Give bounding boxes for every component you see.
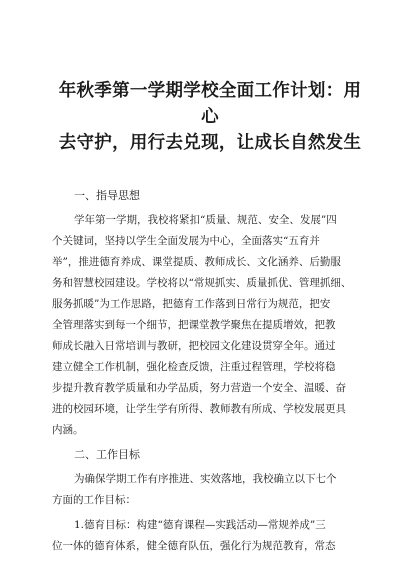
- paragraph-line: 务和智慧校园建设。学校将以“常规抓实、质量抓优、管理抓细、: [52, 277, 352, 289]
- paragraph-line: 1.德育目标：构建“德育课程—实践活动—常规养成”三: [74, 519, 326, 531]
- paragraph-line: 师成长融入日常培训与教研，把校园文化建设贯穿全年。通过: [52, 340, 336, 352]
- title-line-1: 年秋季第一学期学校全面工作计划：用心: [58, 81, 362, 127]
- paragraph-line: 进的校园环境，让学生学有所得、教师教有所成、学校发展更具: [52, 403, 346, 415]
- paragraph-line: 学年第一学期，我校将紧扣“质量、规范、安全、发展”四: [74, 214, 337, 226]
- document-title: [52, 78, 368, 156]
- title-line-2: 去守护，用行去兑现，让成长自然发生: [58, 133, 362, 153]
- paragraph-line: 步提升教育教学质量和办学品质，努力营造一个安全、温暖、奋: [52, 382, 346, 394]
- paragraph-line: 内涵。: [52, 424, 84, 436]
- paragraph-line: 举”，推进德育养成、课堂提质、教师成长、文化涵养、后勤服: [52, 256, 341, 268]
- paragraph-line: 为确保学期工作有序推进、实效落地，我校确立以下七个: [74, 473, 337, 485]
- paragraph-line: 建立健全工作机制，强化检查反馈，注重过程管理，学校将稳: [52, 361, 336, 373]
- paragraph-line: 服务抓暖”为工作思路，把德育工作落到日常行为规范，把安: [52, 298, 331, 310]
- paragraph-line: 个关键词，坚持以学生全面发展为中心，全面落实“五育并: [52, 235, 320, 247]
- paragraph-line: 位一体的德育体系，健全德育队伍，强化行为规范教育，常态: [52, 540, 336, 552]
- section-heading-guiding-ideology: 一、指导思想: [74, 189, 140, 202]
- paragraph-guiding-ideology: [52, 210, 368, 441]
- section-heading-work-goals: 二、工作目标: [74, 448, 140, 461]
- paragraph-line: 方面的工作目标：: [52, 494, 136, 506]
- paragraph-line: 全管理落实到每一个细节，把课堂教学聚焦在提质增效，把教: [52, 319, 336, 331]
- paragraph-work-goals: [52, 469, 368, 511]
- paragraph-moral-education-goal: [52, 515, 368, 557]
